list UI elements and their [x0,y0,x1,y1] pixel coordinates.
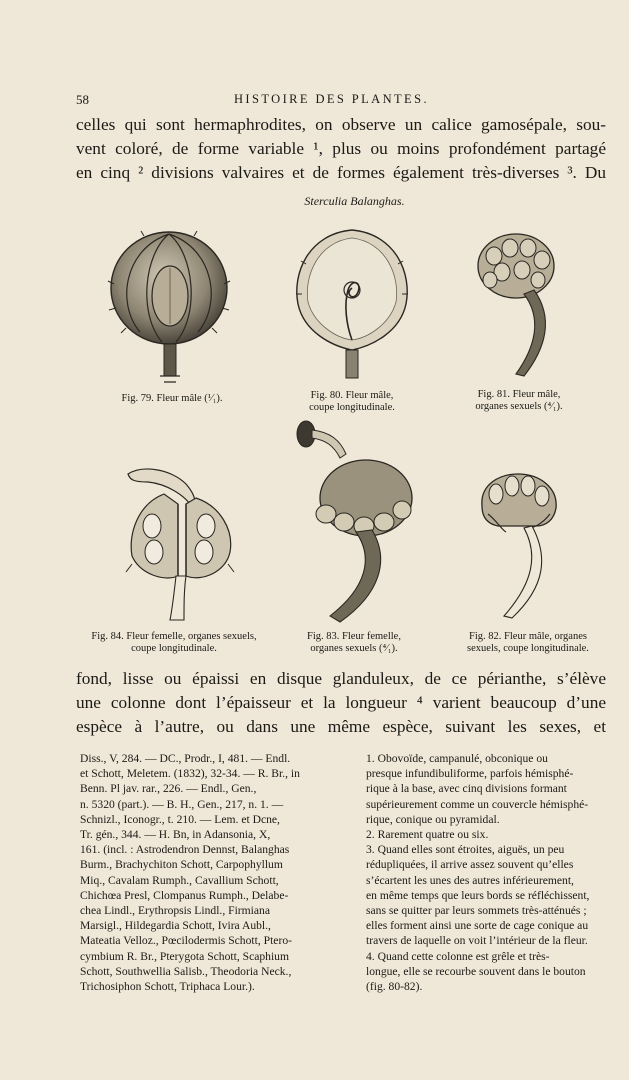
running-title: HISTOIRE DES PLANTES. [234,92,429,106]
footnote-line: presque infundibuliforme, parfois hémisphé- [366,767,574,781]
page-number: 58 [76,92,89,107]
figure-80-caption: Fig. 80. Fleur mâle, coupe longitudinale. [309,390,395,413]
middle-paragraph [76,667,606,739]
text-line: espèce à l’autre, ou dans une même espèce, suivant les sexes, et [76,717,606,736]
footnotes-left-column [80,751,335,994]
footnote-line: 161. (incl. : Astrodendron Dennst, Balanghas [80,843,290,857]
footnote-line: rique, conique ou pyramidal. [366,812,500,826]
footnote-line: Schnizl., Iconogr., t. 210. — Lem. et Dcne, [80,812,280,826]
footnote-line: travers de laquelle on voit l’intérieur de la fleur. [366,934,588,948]
figure-83-caption: Fig. 83. Fleur femelle, organes sexuels (⁴⁄₁). [307,631,401,654]
footnote-line: chea Lindl., Erythropsis Lindl., Firmiana [80,904,270,918]
top-paragraph [76,113,606,185]
footnote-line: et Schott, Meletem. (1832), 32-34. — R. Br., in [80,767,300,781]
plate-title: Sterculia Balanghas. [304,194,405,208]
figure-81-illustration [472,228,564,378]
footnote-line: Diss., V, 284. — DC., Prodr., I, 481. — Endl. [80,752,291,765]
figure-83-illustration [296,418,414,624]
footnote-line: 4. Quand cette colonne est grêle et très- [366,949,550,963]
figure-84-illustration [124,464,236,624]
figure-79-illustration [104,224,234,386]
footnote-line: Burm., Brachychiton Schott, Carpophyllum [80,858,283,872]
footnote-line: en même temps que leurs bords se réfléchissent, [366,888,590,902]
footnote-line: sans se quitter par leurs sommets très-atténués ; [366,904,587,918]
text-line: fond, lisse ou épaissi en disque glanduleux, de ce périanthe, s’élève [76,669,606,688]
footnote-line: n. 5320 (part.). — B. H., Gen., 217, n. 1. — [80,797,284,811]
footnote-line: rédupliquées, il arrive assez souvent qu’elles [366,858,574,872]
footnote-line: Trichosiphon Schott, Triphaca Lour.). [80,980,255,994]
footnote-line: rique à la base, avec cinq divisions formant [366,782,567,796]
figure-82-caption: Fig. 82. Fleur mâle, organes sexuels, coupe longitudinale. [467,631,589,654]
text-line: celles qui sont hermaphrodites, on observe un calice gamosépale, sou- [76,115,606,134]
footnote-line: Chichœa Presl, Clompanus Rumph., Delabe- [80,888,289,902]
footnote-line: Tr. gén., 344. — H. Bn, in Adansonia, X, [80,828,271,842]
footnotes-right-column [366,751,604,994]
footnote-line: 3. Quand elles sont étroites, aiguës, un peu [366,843,565,857]
figure-81-caption: Fig. 81. Fleur mâle, organes sexuels (⁴⁄₁). [475,389,563,412]
figure-82-illustration [476,470,560,620]
footnote-line: Mateatia Velloz., Pœcilodermis Schott, Ptero- [80,934,292,948]
text-line: vent coloré, de forme variable ¹, plus ou moins profondément partagé [76,139,606,158]
footnote-line: Schott, Southwellia Salisb., Theodoria Neck., [80,964,292,978]
footnote-line: 2. Rarement quatre ou six. [366,828,489,842]
footnote-line: Marsigl., Hildegardia Schott, Ivira Aubl., [80,919,271,933]
text-line: une colonne dont l’épaisseur et la longueur ⁴ varient beaucoup d’une [76,693,606,712]
footnote-line: elles forment ainsi une sorte de cage conique au [366,919,589,933]
footnote-line: (fig. 80-82). [366,980,423,994]
footnote-line: cymbium R. Br., Pterygota Schott, Scaphium [80,949,289,963]
text-line: en cinq ² divisions valvaires et de formes également très-diverses ³. Du [76,163,606,182]
figure-84-caption: Fig. 84. Fleur femelle, organes sexuels, coupe longitudinale. [91,631,257,654]
footnote-line: supérieurement comme un couvercle hémisphé- [366,797,589,811]
page-header [76,92,606,108]
footnote-line: Miq., Cavalam Rumph., Cavallium Schott, [80,873,279,887]
footnote-line: 1. Obovoïde, campanulé, obconique ou [366,752,548,765]
footnote-line: Benn. Pl jav. rar., 226. — Endl., Gen., [80,782,257,796]
figure-80-illustration [288,224,416,386]
figure-79-caption: Fig. 79. Fleur mâle (¹⁄₁). [121,393,223,404]
footnote-line: longue, elle se recourbe souvent dans le bouton [366,964,586,978]
footnote-line: s’écartent les unes des autres inférieurement, [366,873,574,887]
